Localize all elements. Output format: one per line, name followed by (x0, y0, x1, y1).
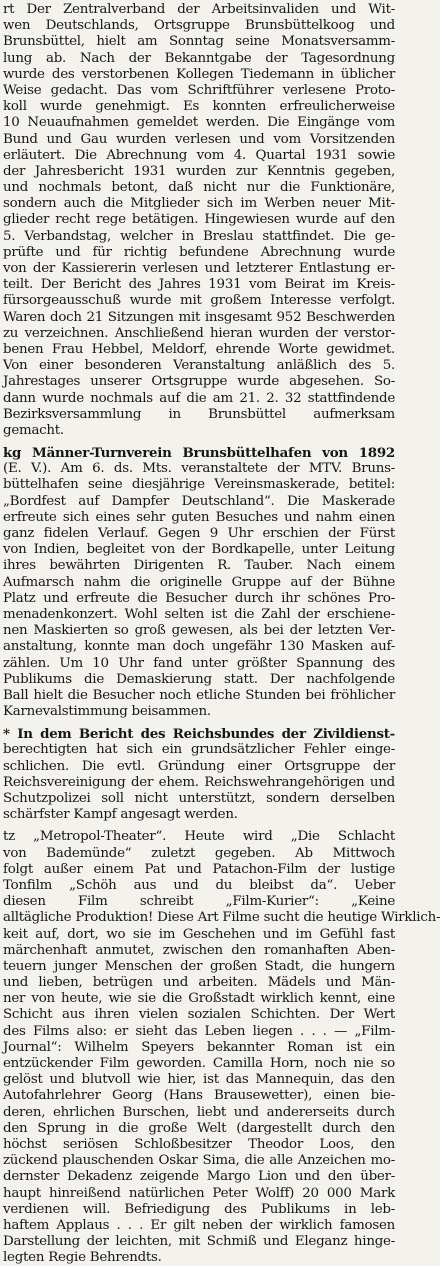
text-line: berechtigten hat sich ein grundsätzlicher Fehler einge- (3, 742, 395, 758)
text-line: gemacht. (3, 422, 64, 438)
text-line: dann wurde nochmals auf die am 21. 2. 32 stattfindende (3, 390, 395, 406)
text-line: entzückender Film geworden. Camilla Horn, noch nie so (3, 1056, 395, 1071)
text-line: zu verzeichnen. Anschließend hieran wurden der verstor- (3, 325, 395, 341)
article-reichsbund (3, 726, 395, 823)
article-heading-line: kg Männer-Turnverein Brunsbüttelhafen von 1892 (3, 445, 395, 462)
text-line: teuern junger Menschen der großen Stadt, die hungern (3, 958, 395, 974)
text-line: Karnevalstimmung beisammen. (3, 704, 211, 720)
text-line: Schutzpolizei soll nicht unterstützt, sondern derselben (3, 791, 395, 806)
text-line: wurde des verstorbenen Kollegen Tiedemann in üblicher (3, 66, 395, 82)
text-line: (E. V.). Am 6. ds. Mts. veranstaltete der MTV. Bruns- (3, 461, 395, 477)
text-line: nen Maskierten so groß gewesen, als bei der letzten Ver- (3, 623, 395, 639)
text-line: zückend plauschenden Oskar Sima, die alle Anzeichen mo- (3, 1153, 395, 1169)
text-line: haupt hinreißend natürlichen Peter Wolff) 20 000 Mark (3, 1185, 395, 1201)
text-line: der Jahresbericht 1931 wurden zur Kenntnis gegeben, (3, 163, 395, 179)
text-line: den Sprung in die große Welt (dargestellt durch den (3, 1120, 395, 1136)
article-metropol-theater (3, 829, 440, 1266)
text-line: ihres bewährten Dirigenten R. Tauber. Nach einem (3, 558, 395, 574)
text-line: 5. Verbandstag, welcher in Breslau stattfindet. Die ge- (3, 228, 395, 244)
text-line: von Bademünde“ zuletzt gegeben. Ab Mittwoch (3, 845, 395, 861)
text-line: alltägliche Produktion! Diese Art Filme sucht die heutige Wirklich- (3, 910, 440, 926)
text-line: dernster Dekadenz zeigende Margo Lion und den über- (3, 1169, 395, 1185)
text-line: teilt. Der Bericht des Jahres 1931 vom Beirat im Kreis- (3, 277, 395, 293)
text-line: Publikums die Demaskierung statt. Der nachfolgende (3, 671, 395, 687)
text-line: büttelhafen seine diesjährige Vereinsmaskerade, betitel: (3, 477, 395, 493)
article-zentralverband (3, 2, 395, 439)
text-line: prüfte und für richtig befundene Abrechnung wurde (3, 244, 395, 260)
text-line: keit auf, dort, wo sie im Geschehen und im Gefühl fast (3, 926, 395, 942)
text-line: von der Kassiererin verlesen und letzterer Entlastung er- (3, 261, 395, 276)
text-line: und lieben, betrügen und arbeiten. Mädels und Män- (3, 975, 395, 991)
text-line: Aufmarsch nahm die originelle Gruppe auf der Bühne (3, 574, 395, 590)
text-line: diesen Film schreibt „Film-Kurier“: „Keine (3, 894, 395, 910)
text-line: menadenkonzert. Wohl selten ist die Zahl der erschiene- (3, 606, 395, 622)
newspaper-column (3, 2, 440, 1266)
text-line: wen Deutschlands, Ortsgruppe Brunsbüttelkoog und (3, 18, 395, 34)
text-line: Ball hielt die Besucher noch etliche Stunden bei fröhlicher (3, 687, 395, 703)
text-line: höchst seriösen Schloßbesitzer Theodor Loos, den (3, 1136, 395, 1152)
text-line: Bund und Gau wurden verlesen und vom Vorsitzenden (3, 131, 395, 147)
text-line: Platz und erfreute die Besucher durch ihr schönes Pro- (3, 590, 395, 606)
text-line: koll wurde genehmigt. Es konnten erfreulicherweise (3, 99, 395, 115)
text-line: von Indien, begleitet von der Bordkapelle, unter Leitung (3, 542, 395, 558)
text-line: erläutert. Die Abrechnung vom 4. Quartal 1931 sowie (3, 147, 395, 163)
text-line: schlichen. Die evtl. Gründung einer Ortsgruppe der (3, 758, 395, 774)
text-line: Bezirksversammlung in Brunsbüttel aufmerksam (3, 406, 395, 422)
text-line: Tonfilm „Schöh aus und du bleibst da“. Ueber (3, 877, 395, 893)
text-line: rt Der Zentralverband der Arbeitsinvaliden und Wit- (3, 2, 395, 17)
text-line: Brunsbüttel, hielt am Sonntag seine Monatsversamm- (3, 34, 395, 50)
text-line: märchenhaft anmutet, zwischen den romanhaften Aben- (3, 942, 395, 958)
text-line: zählen. Um 10 Uhr fand unter größter Spannung des (3, 655, 395, 671)
text-line: Journal“: Wilhelm Speyers bekannter Roman ist ein (3, 1039, 395, 1055)
text-line: haftem Applaus . . . Er gilt neben der wirklich famosen (3, 1217, 395, 1233)
text-line: Darstellung der leichten, mit Schmiß und Eleganz hinge- (3, 1234, 395, 1250)
text-line: anstaltung, konnte man doch ungefähr 130 Masken auf- (3, 639, 395, 655)
text-line: „Bordfest auf Dampfer Deutschland“. Die Maskerade (3, 493, 395, 509)
text-line: Von einer besonderen Veranstaltung anläßlich des 5. (3, 358, 395, 374)
text-line: des Films also: er sieht das Leben liegen . . . — „Film- (3, 1023, 395, 1039)
text-line: und nochmals betont, daß nicht nur die Funktionäre, (3, 180, 395, 196)
text-line: folgt außer einem Pat und Patachon-Film der lustige (3, 861, 395, 877)
text-line: fürsorgeausschuß wurde mit großem Interesse verfolgt. (3, 293, 395, 309)
text-line: gelöst und blutvoll wie hier, ist das Mannequin, das den (3, 1072, 395, 1088)
article-maennerturnverein (3, 445, 395, 720)
article-heading-line: * In dem Bericht des Reichsbundes der Zivildienst- (3, 726, 395, 743)
text-line: 10 Neuaufnahmen gemeldet werden. Die Eingänge vom (3, 115, 395, 131)
text-line: ner von heute, wie sie die Großstadt wirklich kennt, eine (3, 991, 395, 1007)
text-line: Reichsvereinigung der ehem. Reichswehrangehörigen und (3, 774, 395, 790)
text-line: glieder recht rege betätigen. Hingewiesen wurde auf den (3, 212, 395, 228)
text-line: Autofahrlehrer Georg (Hans Brausewetter), einen bie- (3, 1088, 395, 1104)
article-heading-line: tz „Metropol-Theater“. Heute wird „Die Schlacht (3, 829, 395, 845)
text-line: lung ab. Nach der Bekanntgabe der Tagesordnung (3, 50, 395, 66)
text-line: schärfster Kampf angesagt werden. (3, 807, 238, 823)
text-line: Waren doch 21 Sitzungen mit insgesamt 952 Beschwerden (3, 309, 395, 325)
text-line: Jahrestages unserer Ortsgruppe wurde abgesehen. So- (3, 374, 395, 390)
text-line: Schicht aus ihren vielen sozialen Schichten. Der Wert (3, 1007, 395, 1023)
text-line: benen Frau Hebbel, Meldorf, ehrende Worte gewidmet. (3, 341, 395, 357)
text-line: Weise gedacht. Das vom Schriftführer verlesene Proto- (3, 82, 395, 98)
text-line: erfreute sich eines sehr guten Besuches und nahm einen (3, 509, 395, 525)
text-line: legten Regie Behrendts. (3, 1250, 162, 1266)
text-line: sondern auch die Mitglieder sich im Werben neuer Mit- (3, 196, 395, 212)
text-line: ganz fidelen Verlauf. Gegen 9 Uhr erschien der Fürst (3, 526, 395, 541)
text-line: verdienen will. Befriedigung des Publikums in leb- (3, 1201, 395, 1217)
text-line: deren, ehrlichen Burschen, liebt und andererseits durch (3, 1104, 395, 1120)
